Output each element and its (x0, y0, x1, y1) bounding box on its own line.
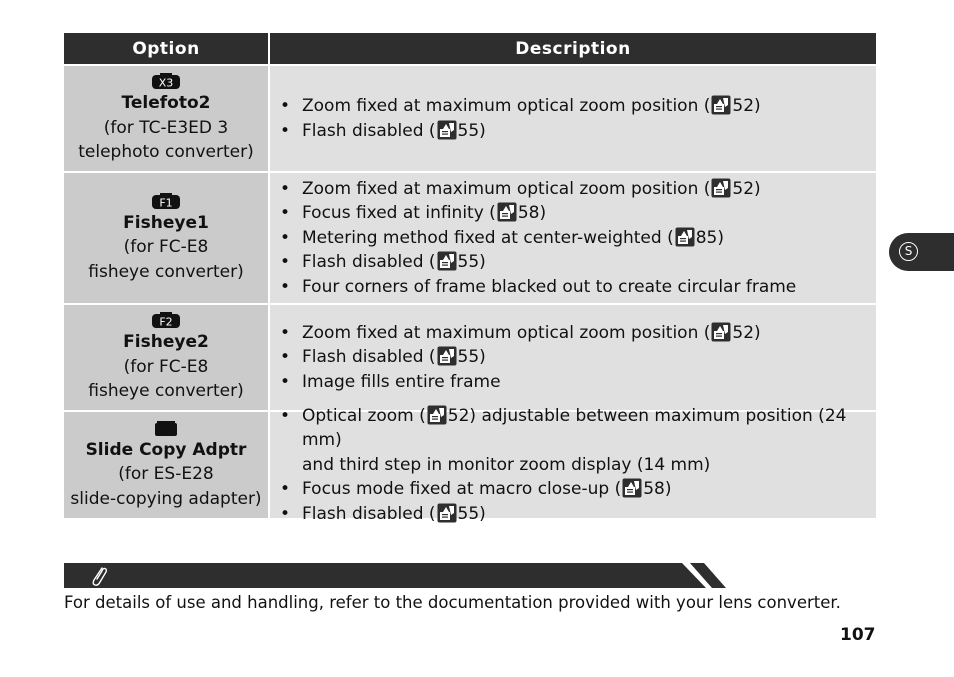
page-reference-icon (427, 405, 447, 425)
option-sub1: (for ES-E28 (118, 464, 214, 485)
page-number: 107 (840, 625, 876, 645)
bullet-text: Zoom fixed at maximum optical zoom position ( (302, 178, 711, 199)
option-name: Fisheye2 (123, 332, 209, 353)
bullet-text: Focus mode fixed at macro close-up ( (302, 479, 622, 500)
bullet-dot: • (280, 371, 291, 392)
bullet-text: Metering method fixed at center-weighted ( (302, 227, 674, 248)
option-sub1: (for FC-E8 (123, 237, 209, 258)
mode-icon-label: F1 (159, 196, 173, 210)
bullet-dot: • (280, 178, 291, 199)
bullet-text: Flash disabled ( (302, 347, 436, 368)
page-reference-icon (711, 322, 731, 342)
section-tab-label: S (899, 242, 918, 261)
header-description: Description (270, 33, 876, 64)
bullet-body (302, 201, 546, 226)
bullet-body (302, 94, 761, 119)
bullet-body (302, 226, 724, 251)
option-name: Fisheye1 (123, 212, 209, 233)
bullet-item (280, 404, 876, 478)
bullet-page-ref: 52) adjustable between maximum position (24 mm) (302, 405, 847, 451)
bullet-page-ref: 58) (517, 203, 547, 224)
bullet-text: Optical zoom ( (302, 405, 426, 426)
bullet-item (280, 275, 876, 300)
option-cell (64, 305, 268, 410)
fisheye-icon (151, 192, 181, 210)
page-reference-icon (622, 478, 642, 498)
bullet-body (302, 275, 796, 300)
bullet-body (302, 177, 761, 202)
page-reference-icon (497, 202, 517, 222)
bullet-item (280, 201, 876, 226)
page-reference-icon (437, 120, 457, 140)
bullet-dot: • (280, 503, 291, 524)
mode-icon-label: X3 (158, 76, 174, 90)
description-cell (270, 405, 876, 524)
bullet-dot: • (280, 479, 291, 500)
bullet-text-line2: and third step in monitor zoom display (14 mm) (302, 454, 711, 475)
bullet-text: Four corners of frame blacked out to create circular frame (302, 276, 797, 297)
table-header (64, 33, 876, 64)
note-text: For details of use and handling, refer to the documentation provided with your lens converter. (64, 593, 841, 612)
bullet-text: Flash disabled ( (302, 120, 436, 141)
description-cell (270, 305, 876, 410)
bullet-text: Zoom fixed at maximum optical zoom position ( (302, 322, 711, 343)
bullet-item (280, 250, 876, 275)
bullet-dot: • (280, 276, 291, 297)
bullet-body (302, 370, 501, 395)
option-sub1: (for TC-E3ED 3 (103, 117, 229, 138)
bullet-body (302, 250, 486, 275)
bullet-page-ref: 52) (732, 178, 761, 199)
option-cell (64, 173, 268, 303)
header-option: Option (64, 33, 268, 64)
bullet-dot: • (280, 322, 291, 343)
table-row (64, 305, 876, 410)
bullet-item (280, 226, 876, 251)
option-name: Slide Copy Adptr (85, 439, 247, 460)
table-row (64, 66, 876, 171)
description-cell (270, 173, 876, 303)
mode-icon-label: F2 (159, 315, 173, 329)
bullet-page-ref: 55) (457, 503, 486, 524)
bullet-item (280, 177, 876, 202)
bullet-body (302, 345, 486, 370)
table-row (64, 173, 876, 303)
bullet-body (302, 321, 761, 346)
bullet-text: Focus fixed at infinity ( (302, 203, 496, 224)
option-cell (64, 66, 268, 171)
bullet-page-ref: 55) (457, 347, 486, 368)
bullet-page-ref: 52) (732, 322, 761, 343)
bullet-text: Image fills entire frame (302, 371, 501, 392)
bullet-page-ref: 85) (695, 227, 724, 248)
page-reference-icon (437, 503, 457, 523)
bullet-body (302, 502, 486, 527)
bullet-text: Flash disabled ( (302, 503, 436, 524)
bullet-item (280, 321, 876, 346)
note-bar (64, 563, 726, 588)
page-reference-icon (711, 178, 731, 198)
bullet-text: Flash disabled ( (302, 252, 436, 273)
bullet-dot: • (280, 227, 291, 248)
option-sub2: slide-copying adapter) (70, 488, 262, 509)
bullet-dot: • (280, 203, 291, 224)
bullet-item (280, 94, 876, 119)
bullet-item (280, 477, 876, 502)
bullet-dot: • (280, 96, 291, 116)
description-cell (270, 66, 876, 171)
bullet-dot: • (280, 120, 291, 141)
bullet-text: Zoom fixed at maximum optical zoom position ( (302, 96, 711, 116)
page-reference-icon (437, 346, 457, 366)
bullet-item (280, 345, 876, 370)
page-reference-icon (675, 227, 695, 247)
bullet-item (280, 119, 876, 144)
option-sub2: telephoto converter) (78, 142, 254, 163)
bullet-page-ref: 52) (732, 96, 761, 116)
slide-copy-icon (151, 419, 181, 437)
fisheye-icon (151, 311, 181, 329)
option-sub1: (for FC-E8 (123, 356, 209, 377)
bullet-body (302, 119, 486, 144)
option-sub2: fisheye converter) (88, 381, 244, 402)
bullet-body (302, 404, 876, 478)
page-reference-icon (437, 251, 457, 271)
bullet-item (280, 502, 876, 527)
telefoto-icon (151, 72, 181, 90)
option-cell (64, 412, 268, 518)
bullet-item (280, 370, 876, 395)
section-tab (889, 233, 954, 271)
option-sub2: fisheye converter) (88, 261, 244, 282)
bullet-dot: • (280, 405, 291, 426)
bullet-page-ref: 55) (457, 120, 486, 141)
bullet-page-ref: 58) (643, 479, 672, 500)
table-row (64, 405, 876, 524)
bullet-dot: • (280, 252, 291, 273)
options-table (64, 33, 876, 524)
bullet-page-ref: 55) (457, 252, 486, 273)
option-name: Telefoto2 (121, 93, 211, 114)
page-reference-icon (711, 95, 731, 115)
bullet-dot: • (280, 347, 291, 368)
bullet-body (302, 477, 672, 502)
